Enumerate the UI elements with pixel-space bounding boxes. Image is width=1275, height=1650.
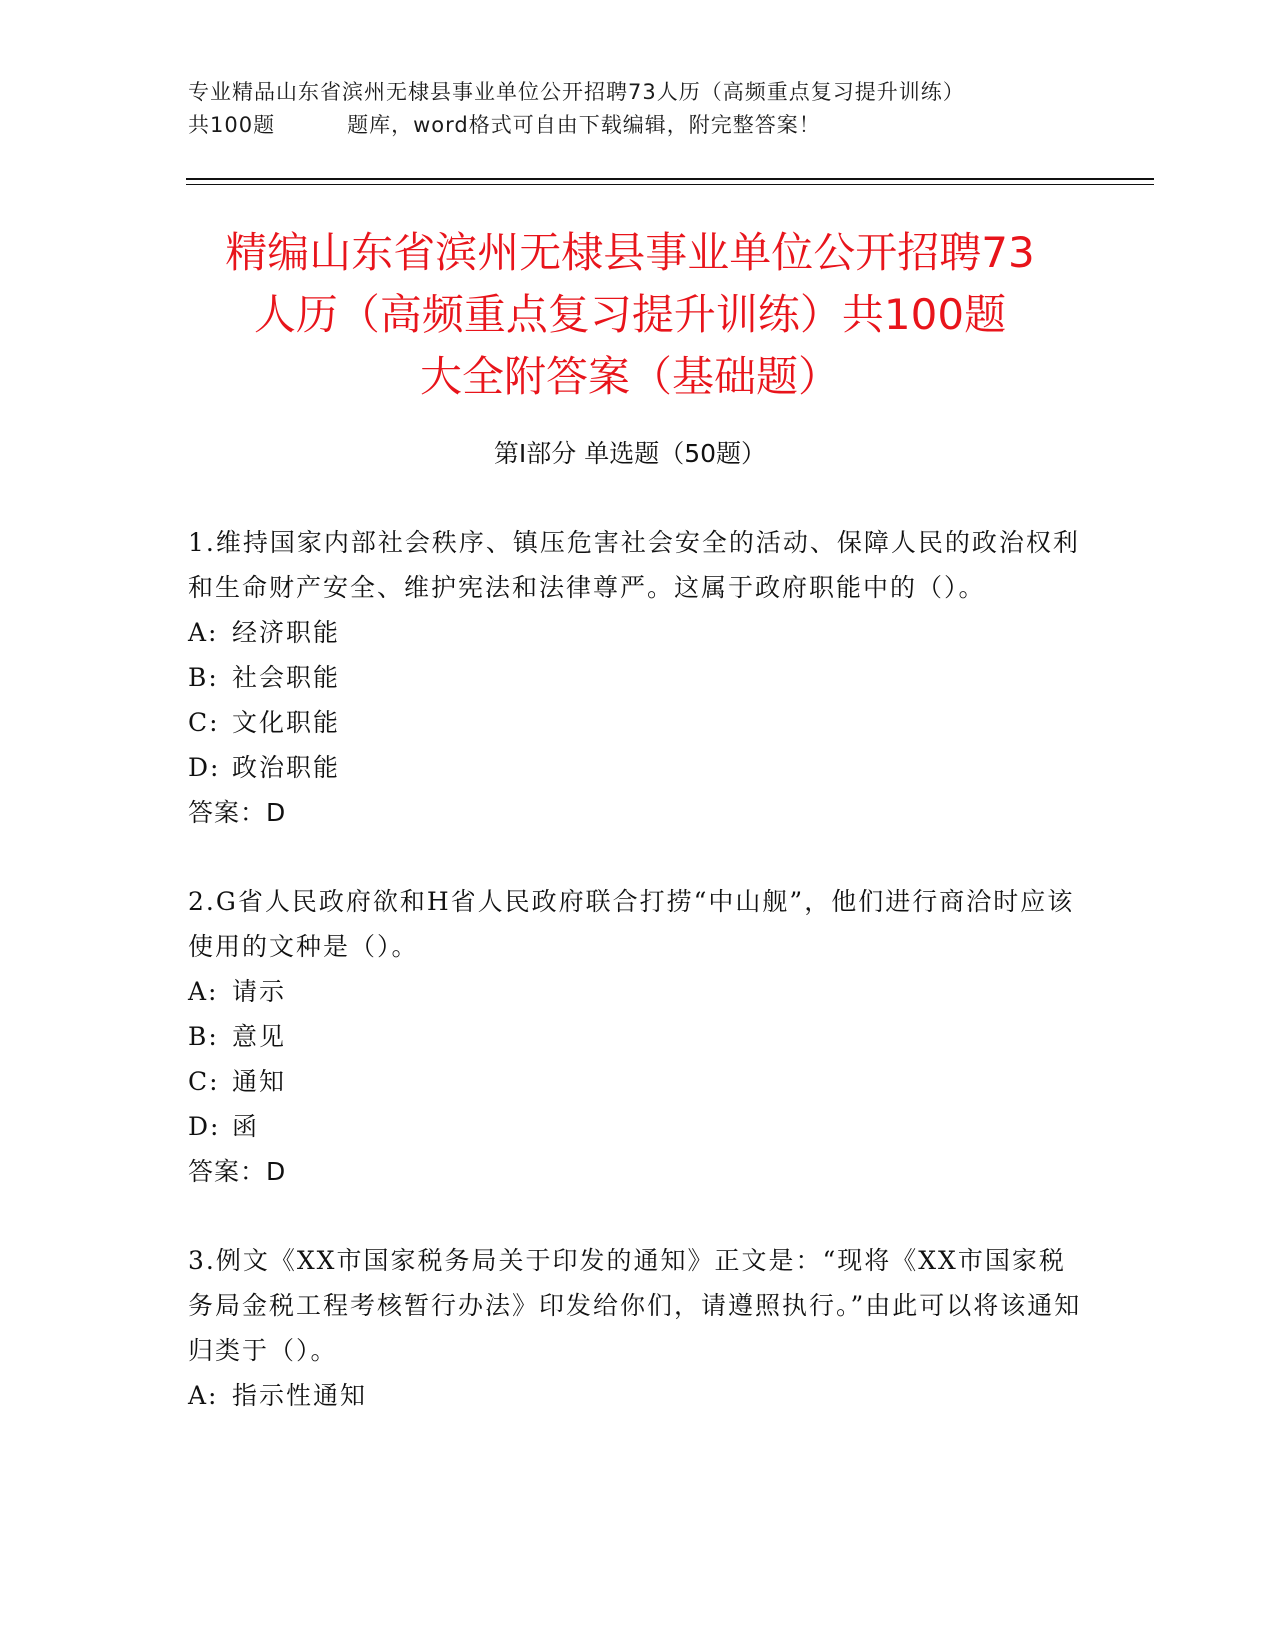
option-text: 社会职能 [232,663,341,692]
option-d [188,745,1088,790]
option-text: 通知 [232,1067,287,1096]
question-stem: 2.G省人民政府欲和H省人民政府联合打捞“中山舰”，他们进行商洽时应该使用的文种是（）。 [188,887,1075,961]
document-title [150,222,1110,408]
option-a [188,610,1088,655]
header-rule-thin [186,184,1154,185]
option-text: 意见 [232,1022,287,1051]
option-key: B: [188,1022,219,1051]
question-stem: 3.例文《XX市国家税务局关于印发的通知》正文是：“现将《XX市国家税务局金税工程考核暂行办法》印发给你们，请遵照执行。”由此可以将该通知归类于（）。 [188,1246,1082,1365]
section-heading: 第Ⅰ部分 单选题（50题） [493,439,767,468]
question-3 [188,1238,1088,1418]
option-key: C: [188,1067,220,1096]
title-line-1: 精编山东省滨州无棣县事业单位公开招聘73 [225,228,1035,277]
option-key: A: [188,1381,219,1410]
option-key: B: [188,663,219,692]
answer: 答案：D [188,798,287,827]
header-note [188,76,1088,142]
question-list [188,520,1088,1462]
option-a [188,969,1088,1014]
question-1 [188,520,1088,835]
header-note-count: 共100题 [188,113,276,137]
header-rule-thick [186,178,1154,180]
option-key: C: [188,708,220,737]
answer: 答案：D [188,1157,287,1186]
option-key: A: [188,618,219,647]
option-c [188,1059,1088,1104]
option-text: 指示性通知 [232,1381,368,1410]
option-b [188,655,1088,700]
header-note-description: 题库，word格式可自由下载编辑，附完整答案！ [347,113,821,137]
option-b [188,1014,1088,1059]
option-key: D: [188,753,221,782]
option-key: D: [188,1112,221,1141]
option-d [188,1104,1088,1149]
option-key: A: [188,977,219,1006]
option-text: 经济职能 [232,618,341,647]
question-stem: 1.维持国家内部社会秩序、镇压危害社会安全的活动、保障人民的政治权利和生命财产安全、维护宪法和法律尊严。这属于政府职能中的（）。 [188,528,1080,602]
question-2 [188,879,1088,1194]
option-c [188,700,1088,745]
title-line-2: 人历（高频重点复习提升训练）共100题 [253,290,1007,339]
option-text: 文化职能 [232,708,341,737]
option-text: 函 [232,1112,260,1141]
title-line-3: 大全附答案（基础题） [419,352,840,401]
header-note-line2 [188,109,1088,142]
header-note-line1: 专业精品山东省滨州无棣县事业单位公开招聘73人历（高频重点复习提升训练） [188,80,965,104]
option-a [188,1373,1088,1418]
option-text: 请示 [232,977,287,1006]
option-text: 政治职能 [232,753,341,782]
